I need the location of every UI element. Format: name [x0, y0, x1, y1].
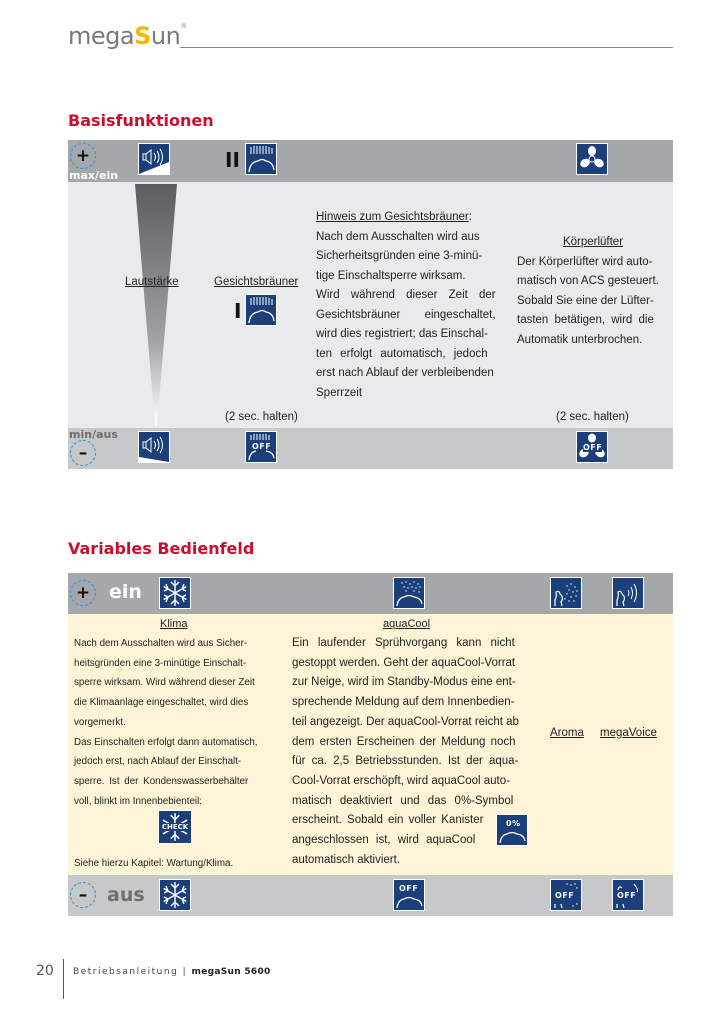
max-ein-label: max/ein — [69, 169, 119, 182]
face-tanner-icon[interactable] — [245, 143, 277, 175]
hinweis-line: Wird während dieser Zeit der — [316, 289, 496, 301]
aquacool-line: Ein laufender Sprühvorgang kann nicht — [292, 637, 515, 649]
klima-line: vorgemerkt. — [74, 716, 126, 728]
section-title-variables-bedienfeld: Variables Bedienfeld — [68, 539, 255, 558]
hinweis-line: Sperrzeit — [316, 386, 363, 399]
megavoice-label: megaVoice — [600, 727, 657, 739]
hinweis-line: wird dies registriert; das Einschal- — [316, 328, 488, 340]
aquacool-line: erscheint. Sobald ein voller Kanister — [292, 814, 484, 827]
zero-percent-badge: 0% — [506, 819, 521, 828]
koerper-line: matisch von ACS gesteuert. — [517, 275, 659, 287]
volume-down-icon[interactable] — [138, 431, 170, 463]
logo-text-un: un — [150, 22, 181, 50]
hinweis-colon: : — [468, 211, 472, 223]
off-badge: OFF — [555, 891, 575, 900]
aquacool-line: Cool-Vorrat erschöpft, wird aquaCool auto- — [292, 774, 510, 787]
aquacool-zero-percent-icon — [496, 814, 528, 846]
logo-registered: ® — [180, 22, 187, 30]
on-glyph: I — [234, 299, 242, 323]
minus-button[interactable]: – — [70, 882, 96, 908]
logo-text-mega: mega — [68, 22, 135, 50]
klima-line: voll, blinkt im Innenbebienteil: — [74, 795, 202, 807]
minus-button[interactable]: – — [70, 440, 96, 466]
body-fan-icon[interactable] — [576, 143, 608, 175]
section-title-basisfunktionen: Basisfunktionen — [68, 111, 214, 130]
hinweis-line: ten erfolgt automatisch, jedoch — [316, 347, 488, 360]
check-label: CHECK — [161, 823, 189, 831]
aroma-off-icon[interactable] — [550, 879, 582, 911]
hold-hint-right: (2 sec. halten) — [556, 411, 629, 423]
megasun-logo — [68, 22, 187, 50]
koerperluefter-title: Körperlüfter — [562, 236, 624, 248]
koerper-line: Der Körperlüfter wird auto- — [517, 255, 653, 268]
off-badge: OFF — [252, 442, 272, 451]
klima-line: sperre wirksam. Wird während dieser Zeit — [74, 677, 255, 689]
hinweis-line: erst nach Ablauf der verbleibenden — [316, 367, 494, 379]
hinweis-title: Hinweis zum Gesichtsbräuner — [316, 211, 469, 223]
aroma-icon[interactable] — [550, 577, 582, 609]
klima-footer: Siehe hierzu Kapitel: Wartung/Klima. — [74, 858, 234, 869]
hold-hint-left: (2 sec. halten) — [225, 411, 298, 423]
klima-line: Nach dem Ausschalten wird aus Sicher- — [74, 638, 248, 649]
megavoice-off-icon[interactable] — [612, 879, 644, 911]
koerper-line: tasten betätigen, wird die — [517, 314, 654, 326]
snowflake-off-icon[interactable] — [159, 879, 191, 911]
lautstaerke-label: Lautstärke — [125, 276, 179, 288]
aquacool-off-icon[interactable] — [393, 879, 425, 911]
aquacool-line: sprechende Meldung auf dem Innenbedien- — [292, 696, 515, 709]
aroma-label: Aroma — [550, 727, 584, 739]
hinweis-line: Gesichtsbräuner eingeschaltet, — [316, 308, 496, 321]
footer-manual-label: Betriebsanleitung | — [73, 967, 192, 977]
footer-divider — [63, 959, 64, 999]
off-badge: OFF — [583, 443, 603, 452]
aquacool-line: automatisch aktiviert. — [292, 853, 401, 866]
plus-button[interactable]: + — [70, 143, 96, 169]
aquacool-line: angeschlossen ist, wird aquaCool — [292, 834, 476, 847]
aquacool-spray-icon[interactable] — [393, 577, 425, 609]
aquacool-line: gestoppt werden. Geht der aquaCool-Vorrat — [292, 656, 516, 669]
face-tanner-off-icon[interactable] — [245, 431, 277, 463]
off-badge: OFF — [399, 884, 419, 893]
hinweis-line: Sicherheitsgründen eine 3-minü- — [316, 250, 483, 262]
aquacool-title: aquaCool — [383, 618, 431, 630]
koerperluefter-block — [517, 233, 669, 350]
klima-line: die Klimaanlage eingeschaltet, wird dies — [74, 697, 249, 709]
aquacool-line: zur Neige, wird im Standby-Modus eine ent- — [292, 676, 516, 689]
check-snowflake-icon — [158, 810, 192, 844]
aquacool-line: matisch deaktiviert und das 0%-Symbol — [292, 794, 514, 807]
klima-line: jedoch erst, nach Ablauf der Einschalt- — [74, 756, 242, 768]
klima-line: sperre. Ist der Kondenswasserbehälter — [74, 775, 249, 787]
hinweis-line: tige Einschaltsperre wirksam. — [316, 269, 466, 282]
face-tanner-on-icon — [245, 294, 277, 326]
aquacool-line: dem ersten Erscheinen der Meldung noch — [292, 735, 516, 748]
aus-label: aus — [107, 884, 145, 906]
min-aus-label: min/aus — [69, 428, 118, 441]
plus-button[interactable]: + — [70, 580, 96, 606]
aquacool-line: für ca. 2,5 Betriebsstunden. Ist der aqua- — [292, 755, 519, 768]
off-badge: OFF — [617, 891, 637, 900]
klima-title: Klima — [160, 618, 188, 630]
footer-title — [73, 967, 271, 977]
gesichtsbraeuner-label: Gesichtsbräuner — [214, 276, 299, 288]
klima-block — [74, 634, 280, 811]
footer-product-name: megaSun 5600 — [191, 967, 271, 977]
volume-up-icon[interactable] — [138, 143, 170, 175]
pause-glyph: II — [225, 148, 240, 172]
volume-wedge-graphic — [135, 184, 177, 426]
body-fan-off-icon[interactable] — [576, 431, 608, 463]
koerper-line: Sobald Sie eine der Lüfter- — [517, 294, 654, 307]
hinweis-block — [316, 208, 506, 403]
ein-label: ein — [109, 581, 142, 603]
logo-text-s: S — [134, 22, 151, 50]
koerper-line: Automatik unterbrochen. — [517, 333, 643, 346]
snowflake-icon[interactable] — [159, 577, 191, 609]
megavoice-icon[interactable] — [612, 577, 644, 609]
header-divider — [180, 47, 673, 48]
page-number: 20 — [36, 963, 54, 979]
klima-line: Das Einschalten erfolgt dann automatisch, — [74, 736, 258, 748]
hinweis-line: Nach dem Ausschalten wird aus — [316, 230, 480, 243]
klima-line: heitsgründen eine 3-minütige Einschalt- — [74, 657, 247, 669]
aquacool-line: teil angezeigt. Der aquaCool-Vorrat reicht ab — [292, 715, 519, 728]
